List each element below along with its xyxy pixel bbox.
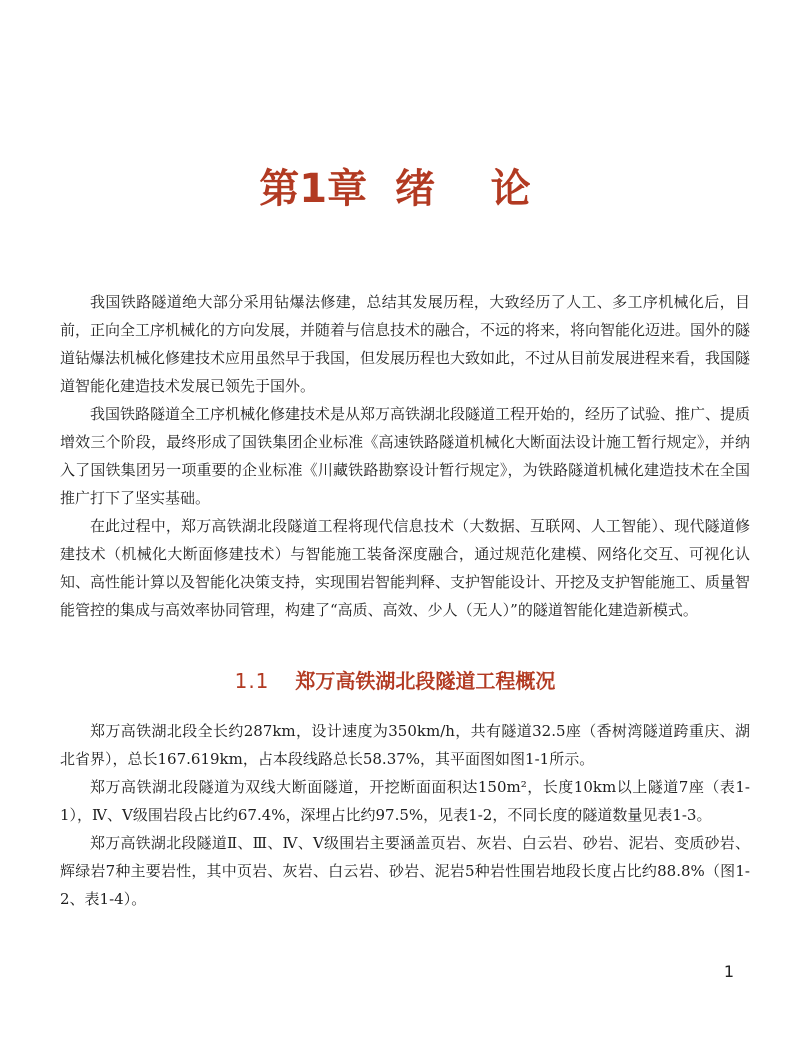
section-title: 郑万高铁湖北段隧道工程概况 — [295, 669, 556, 693]
paragraph: 我国铁路隧道全工序机械化修建技术是从郑万高铁湖北段隧道工程开始的，经历了试验、推广、提质增效三个阶段，最终形成了国铁集团企业标准《高速铁路隧道机械化大断面法设计施工暂行规定》，并纳入了国铁集团另一项重要的企业标准《川藏铁路勘察设计暂行规定》，为铁路隧道机械化建造技术在全国推广打下了坚实基础。 — [60, 405, 751, 507]
section-body — [60, 717, 750, 913]
paragraph: 郑万高铁湖北段隧道为双线大断面隧道，开挖断面面积达150m²，长度10km以上隧道7座（表1-1），Ⅳ、Ⅴ级围岩段占比约67.4%，深埋占比约97.5%，见表1-2，不同长度的隧道数量见表1-3。 — [60, 778, 750, 824]
paragraph: 我国铁路隧道绝大部分采用钻爆法修建，总结其发展历程，大致经历了人工、多工序机械化后，目前，正向全工序机械化的方向发展，并随着与信息技术的融合，不远的将来，将向智能化迈进。国外的隧道钻爆法机械化修建技术应用虽然早于我国，但发展历程也大致如此，不过从目前发展进程来看，我国隧道智能化建造技术发展已领先于国外。 — [60, 293, 751, 395]
page-number: 1 — [723, 962, 734, 981]
paragraph: 郑万高铁湖北段隧道Ⅱ、Ⅲ、Ⅳ、Ⅴ级围岩主要涵盖页岩、灰岩、白云岩、砂岩、泥岩、变质砂岩、辉绿岩7种主要岩性，其中页岩、灰岩、白云岩、砂岩、泥岩5种岩性围岩地段长度占比约88.8%（图1-2、表1-4）。 — [60, 834, 750, 908]
paragraph: 郑万高铁湖北段全长约287km，设计速度为350km/h，共有隧道32.5座（香树湾隧道跨重庆、湖北省界），总长167.619km，占本段线路总长58.37%，其平面图如图1-1所示。 — [60, 722, 750, 768]
chapter-title: 第1章 绪 论 — [259, 166, 531, 212]
paragraph: 在此过程中，郑万高铁湖北段隧道工程将现代信息技术（大数据、互联网、人工智能）、现代隧道修建技术（机械化大断面修建技术）与智能施工装备深度融合，通过规范化建模、网络化交互、可视化认知、高性能计算以及智能化决策支持，实现围岩智能判释、支护智能设计、开挖及支护智能施工、质量智能管控的集成与高效率协同管理，构建了“高质、高效、少人（无人）”的隧道智能化建造新模式。 — [60, 517, 751, 619]
intro-text — [60, 288, 750, 624]
section-number: 1.1 — [234, 669, 270, 693]
section-heading — [0, 666, 790, 696]
